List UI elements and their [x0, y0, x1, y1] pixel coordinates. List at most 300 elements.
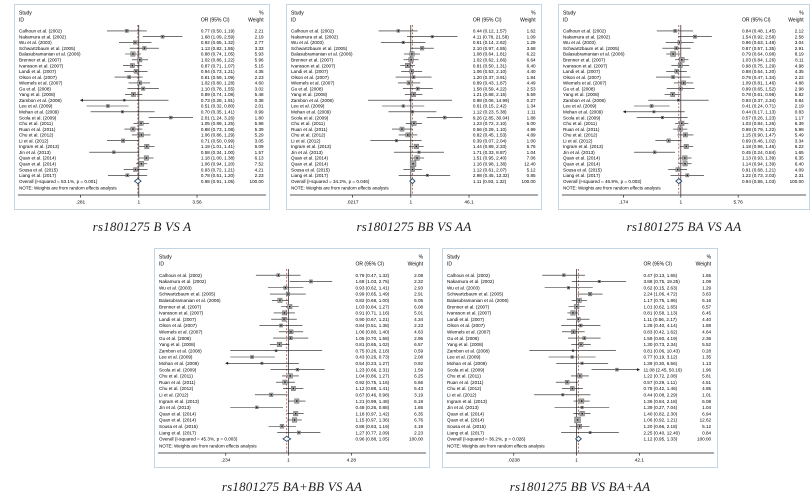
svg-text:0.27: 0.27 — [526, 97, 536, 103]
svg-text:Liang et al. (2017): Liang et al. (2017) — [291, 173, 329, 179]
svg-text:Zambon et al. (2008): Zambon et al. (2008) — [563, 97, 606, 103]
svg-text:Li et al. (2012): Li et al. (2012) — [19, 138, 49, 144]
svg-text:2.01 (1.24, 3.26): 2.01 (1.24, 3.26) — [200, 115, 235, 121]
svg-text:2.23: 2.23 — [414, 323, 424, 329]
point-estimate-marker — [679, 128, 680, 129]
svg-text:Yang et al. (2008): Yang et al. (2008) — [447, 342, 484, 348]
point-estimate-marker — [584, 337, 585, 338]
point-estimate-marker — [396, 140, 397, 141]
point-estimate-marker — [401, 128, 402, 129]
svg-text:%: % — [706, 254, 712, 261]
point-estimate-marker — [278, 274, 279, 275]
svg-text:0.91 (0.68, 1.21): 0.91 (0.68, 1.21) — [741, 167, 776, 173]
svg-text:0.28: 0.28 — [702, 348, 712, 354]
point-estimate-marker — [683, 82, 684, 83]
note-text: NOTE: Weights are from random effects analysis — [19, 185, 117, 191]
point-estimate-marker — [566, 381, 567, 382]
svg-text:0.93 (0.72, 1.21): 0.93 (0.72, 1.21) — [200, 167, 235, 173]
svg-text:1.39 (0.30, 6.56): 1.39 (0.30, 6.56) — [643, 360, 678, 366]
point-estimate-marker — [287, 293, 288, 294]
svg-text:6.35: 6.35 — [794, 155, 804, 161]
svg-text:%: % — [799, 10, 804, 17]
svg-text:7.06: 7.06 — [526, 155, 536, 161]
svg-text:12.62: 12.62 — [699, 417, 712, 423]
svg-text:1.18 (1.00, 1.38): 1.18 (1.00, 1.38) — [200, 155, 235, 161]
svg-text:1.28 (0.40, 4.14): 1.28 (0.40, 4.14) — [643, 323, 678, 329]
svg-text:0.98 (0.79, 1.22): 0.98 (0.79, 1.22) — [741, 126, 776, 132]
svg-text:0.99: 0.99 — [254, 109, 264, 115]
svg-text:0.88 (0.73, 1.08): 0.88 (0.73, 1.08) — [200, 126, 235, 132]
svg-text:Study: Study — [291, 10, 304, 17]
svg-text:Brenner et al. (2007): Brenner et al. (2007) — [447, 304, 490, 310]
svg-text:Study: Study — [159, 254, 172, 261]
svg-text:2.24 (1.06, 4.72): 2.24 (1.06, 4.72) — [643, 291, 678, 297]
svg-text:1.20 (0.66, 2.18): 1.20 (0.66, 2.18) — [643, 423, 678, 429]
point-estimate-marker — [107, 105, 108, 106]
svg-text:1.03 (0.84, 1.26): 1.03 (0.84, 1.26) — [741, 57, 776, 63]
svg-text:1.03 (0.84, 1.26): 1.03 (0.84, 1.26) — [741, 121, 776, 127]
svg-text:Zambon et al. (2008): Zambon et al. (2008) — [291, 97, 334, 103]
svg-text:Liang et al. (2017): Liang et al. (2017) — [447, 430, 485, 436]
point-estimate-marker — [589, 432, 590, 433]
svg-text:0.81 (0.65, 1.02): 0.81 (0.65, 1.02) — [355, 342, 390, 348]
svg-text:0.43 (0.26, 0.73): 0.43 (0.26, 0.73) — [355, 354, 390, 360]
axis-tick-label: 1 — [575, 458, 578, 464]
point-estimate-marker — [126, 30, 127, 31]
point-estimate-marker — [421, 48, 422, 49]
svg-text:Mohan et al. (2009): Mohan et al. (2009) — [19, 109, 59, 115]
svg-text:4.49: 4.49 — [526, 80, 536, 86]
svg-text:0.78 (0.51, 1.20): 0.78 (0.51, 1.20) — [200, 173, 235, 179]
svg-text:Wu et al. (2003): Wu et al. (2003) — [447, 285, 480, 291]
svg-text:1.02 (0.62, 1.66): 1.02 (0.62, 1.66) — [472, 57, 507, 63]
svg-text:Gu et al. (2008): Gu et al. (2008) — [159, 335, 191, 341]
svg-text:1.68 (1.09, 2.59): 1.68 (1.09, 2.59) — [200, 34, 235, 40]
svg-text:Wiemels et al. (2007): Wiemels et al. (2007) — [159, 329, 203, 335]
svg-text:1.35: 1.35 — [702, 354, 712, 360]
svg-text:1.23 (0.66, 2.31): 1.23 (0.66, 2.31) — [355, 367, 390, 373]
svg-text:4.40: 4.40 — [702, 316, 712, 322]
point-estimate-marker — [411, 71, 412, 72]
svg-text:Mohan et al. (2009): Mohan et al. (2009) — [291, 109, 331, 115]
svg-text:Quan et al. (2014): Quan et al. (2014) — [291, 155, 329, 161]
svg-text:Balasubramanian et al. (2006): Balasubramanian et al. (2006) — [291, 51, 353, 57]
svg-text:0.82 (0.45, 1.53): 0.82 (0.45, 1.53) — [472, 132, 507, 138]
svg-text:Quan et al. (2014): Quan et al. (2014) — [563, 155, 601, 161]
svg-text:6.16: 6.16 — [702, 298, 712, 304]
svg-text:1.16 (0.98, 1.38): 1.16 (0.98, 1.38) — [472, 161, 507, 167]
svg-text:1.11: 1.11 — [526, 109, 536, 115]
svg-text:0.57 (0.29, 1.11): 0.57 (0.29, 1.11) — [643, 379, 677, 385]
svg-text:4.99: 4.99 — [526, 126, 536, 132]
point-estimate-marker — [398, 30, 399, 31]
point-estimate-marker — [132, 53, 133, 54]
svg-text:Chu et al. (2012): Chu et al. (2012) — [291, 132, 326, 138]
svg-text:Li et al. (2012): Li et al. (2012) — [159, 392, 189, 398]
forest-plot-svg — [14, 4, 270, 210]
svg-text:0.85: 0.85 — [526, 173, 536, 179]
svg-text:1.01 (0.62, 1.65): 1.01 (0.62, 1.65) — [643, 304, 678, 310]
svg-text:OR (95% CI): OR (95% CI) — [200, 17, 230, 24]
point-estimate-marker — [135, 71, 136, 72]
svg-text:Ingram et al. (2013): Ingram et al. (2013) — [19, 144, 60, 150]
svg-text:Zambon et al. (2008): Zambon et al. (2008) — [159, 348, 202, 354]
point-estimate-marker — [589, 293, 590, 294]
svg-text:Ivansson et al. (2007): Ivansson et al. (2007) — [563, 63, 608, 69]
svg-text:0.93 (0.37, 2.34): 0.93 (0.37, 2.34) — [741, 97, 776, 103]
svg-text:1.21 (0.99, 1.48): 1.21 (0.99, 1.48) — [355, 398, 390, 404]
svg-text:Chu et al. (2011): Chu et al. (2011) — [19, 121, 53, 127]
svg-text:Wu et al. (2003): Wu et al. (2003) — [159, 285, 192, 291]
svg-text:Chu et al. (2011): Chu et al. (2011) — [447, 373, 481, 379]
point-estimate-marker — [412, 111, 413, 112]
point-estimate-marker — [141, 163, 142, 164]
svg-text:0.79 (0.64, 0.98): 0.79 (0.64, 0.98) — [741, 51, 776, 57]
point-estimate-marker — [568, 287, 569, 288]
svg-text:Balasubramanian et al. (2006): Balasubramanian et al. (2006) — [159, 298, 221, 304]
point-estimate-marker — [122, 140, 123, 141]
svg-text:5.66: 5.66 — [414, 379, 424, 385]
svg-text:Liang et al. (2017): Liang et al. (2017) — [19, 173, 57, 179]
svg-text:1.40 (0.82, 2.30): 1.40 (0.82, 2.30) — [643, 411, 678, 417]
panel-caption-bb-vs-ba-aa: rs1801275 BB VS BA+AA — [509, 479, 651, 494]
point-estimate-marker — [681, 123, 682, 124]
svg-text:0.98 (0.06, 14.99): 0.98 (0.06, 14.99) — [472, 97, 510, 103]
point-estimate-marker — [599, 281, 600, 282]
point-estimate-marker — [410, 100, 411, 101]
svg-text:Zambon et al. (2008): Zambon et al. (2008) — [19, 97, 62, 103]
svg-text:0.84: 0.84 — [702, 430, 712, 436]
svg-text:2.23: 2.23 — [254, 173, 264, 179]
axis-tick-label: .0238 — [507, 458, 520, 464]
panel-caption-bb-vs-aa: rs1801275 BB VS AA — [356, 219, 472, 234]
svg-text:Schwartzbaum et al. (2005): Schwartzbaum et al. (2005) — [19, 45, 76, 51]
svg-text:Overall (I-squared = 53.1%, p: Overall (I-squared = 53.1%, p = 0.001) — [19, 178, 98, 184]
svg-text:1.80: 1.80 — [254, 115, 264, 121]
svg-text:Nakamura et al. (2002): Nakamura et al. (2002) — [159, 279, 206, 285]
svg-text:Sousa et al. (2015): Sousa et al. (2015) — [19, 167, 58, 173]
svg-text:Weight: Weight — [520, 17, 536, 24]
svg-text:Wu et al. (2003): Wu et al. (2003) — [291, 40, 324, 46]
svg-text:Gu et al. (2008): Gu et al. (2008) — [291, 86, 323, 92]
point-estimate-marker — [289, 306, 290, 307]
svg-text:Ruan et al. (2011): Ruan et al. (2011) — [291, 126, 328, 132]
svg-text:1.06 (0.92, 1.21): 1.06 (0.92, 1.21) — [643, 417, 678, 423]
svg-text:0.81 (0.59, 1.09): 0.81 (0.59, 1.09) — [200, 74, 235, 80]
panel-caption-ba-bb-vs-aa: rs1801275 BA+BB VS AA — [221, 479, 363, 494]
svg-text:Zambon et al. (2008): Zambon et al. (2008) — [447, 348, 490, 354]
svg-text:0.94 (0.86, 1.03): 0.94 (0.86, 1.03) — [741, 178, 776, 184]
point-estimate-marker — [294, 419, 295, 420]
point-estimate-marker — [681, 59, 682, 60]
svg-text:ID: ID — [563, 17, 568, 24]
axis-tick-label: 4.28 — [346, 458, 357, 464]
svg-text:2.19: 2.19 — [254, 34, 264, 40]
forest-row — [563, 161, 804, 166]
svg-text:6.18: 6.18 — [414, 398, 424, 404]
point-estimate-marker — [284, 381, 285, 382]
svg-text:Nakamura et al. (2002): Nakamura et al. (2002) — [19, 34, 66, 40]
svg-text:Olson et al. (2007): Olson et al. (2007) — [291, 74, 329, 80]
point-estimate-marker — [132, 65, 133, 66]
svg-text:Ivansson et al. (2007): Ivansson et al. (2007) — [159, 310, 204, 316]
svg-text:0.41 (0.24, 0.71): 0.41 (0.24, 0.71) — [741, 103, 776, 109]
svg-text:Ingram et al. (2013): Ingram et al. (2013) — [447, 398, 488, 404]
svg-text:Chu et al. (2011): Chu et al. (2011) — [291, 121, 325, 127]
svg-text:5.12: 5.12 — [702, 423, 712, 429]
point-estimate-marker — [295, 413, 296, 414]
point-estimate-marker — [432, 36, 433, 37]
svg-text:1.04 (0.86, 1.27): 1.04 (0.86, 1.27) — [355, 373, 390, 379]
svg-text:3.05: 3.05 — [254, 138, 264, 144]
point-estimate-marker — [261, 363, 262, 364]
svg-text:Calhoun et al. (2002): Calhoun et al. (2002) — [563, 28, 606, 34]
svg-text:1.65: 1.65 — [702, 272, 712, 278]
forest-row — [291, 161, 536, 167]
forest-plot-svg — [442, 248, 718, 468]
forest-row — [19, 161, 264, 166]
forest-row — [291, 167, 536, 172]
svg-text:0.44 (0.08, 2.29): 0.44 (0.08, 2.29) — [643, 392, 678, 398]
svg-text:1.22 (0.73, 2.03): 1.22 (0.73, 2.03) — [741, 173, 776, 179]
svg-text:Balasubramanian et al. (2006): Balasubramanian et al. (2006) — [447, 298, 509, 304]
svg-text:OR (95% CI): OR (95% CI) — [741, 17, 771, 24]
point-estimate-marker — [418, 152, 419, 153]
svg-text:Chu et al. (2012): Chu et al. (2012) — [563, 132, 598, 138]
svg-text:Ivansson et al. (2007): Ivansson et al. (2007) — [19, 63, 64, 69]
svg-text:12.40: 12.40 — [524, 161, 536, 167]
svg-text:Landi et al. (2007): Landi et al. (2007) — [563, 69, 601, 75]
svg-text:6.35: 6.35 — [414, 411, 424, 417]
svg-text:1.12 (0.88, 1.41): 1.12 (0.88, 1.41) — [355, 386, 390, 392]
svg-text:0.69 (0.46, 1.02): 0.69 (0.46, 1.02) — [741, 138, 776, 144]
svg-text:6.57: 6.57 — [414, 342, 424, 348]
svg-text:ID: ID — [447, 261, 452, 268]
svg-text:0.67 (0.46, 0.98): 0.67 (0.46, 0.98) — [355, 392, 390, 398]
svg-text:2.01: 2.01 — [254, 103, 264, 109]
svg-text:2.08: 2.08 — [414, 272, 424, 278]
svg-text:0.44 (0.12, 1.57): 0.44 (0.12, 1.57) — [472, 28, 507, 34]
svg-text:1.88: 1.88 — [702, 323, 712, 329]
point-estimate-marker — [141, 134, 142, 135]
point-estimate-marker — [279, 300, 280, 301]
point-estimate-marker — [297, 369, 298, 370]
svg-text:5.98: 5.98 — [254, 121, 264, 127]
point-estimate-marker — [281, 426, 282, 427]
svg-text:0.87 (0.71, 1.07): 0.87 (0.71, 1.07) — [200, 63, 235, 69]
svg-text:0.93 (0.62, 1.41): 0.93 (0.62, 1.41) — [355, 285, 390, 291]
svg-text:1.11 (0.93, 1.32): 1.11 (0.93, 1.32) — [472, 178, 507, 184]
svg-text:Study: Study — [447, 254, 460, 261]
svg-text:1.06 (0.86, 1.29): 1.06 (0.86, 1.29) — [200, 132, 235, 138]
svg-text:0.78 (0.42, 1.46): 0.78 (0.42, 1.46) — [643, 386, 678, 392]
point-estimate-marker — [298, 432, 299, 433]
svg-text:0.99 (0.65, 1.49): 0.99 (0.65, 1.49) — [355, 291, 390, 297]
svg-text:0.77 (0.50, 1.19): 0.77 (0.50, 1.19) — [200, 28, 235, 34]
svg-text:Brenner et al. (2007): Brenner et al. (2007) — [563, 57, 606, 63]
point-estimate-marker — [410, 59, 411, 60]
svg-text:6.13: 6.13 — [254, 155, 264, 161]
point-estimate-marker — [579, 426, 580, 427]
forest-plot-bb-vs-ba-aa — [442, 248, 718, 468]
svg-text:5.43: 5.43 — [414, 386, 424, 392]
svg-text:Olson et al. (2007): Olson et al. (2007) — [447, 323, 485, 329]
point-estimate-marker — [577, 419, 578, 420]
svg-text:Nakamura et al. (2002): Nakamura et al. (2002) — [291, 34, 338, 40]
point-estimate-marker — [427, 175, 428, 176]
forest-row — [291, 52, 536, 57]
svg-text:Wiemels et al. (2007): Wiemels et al. (2007) — [563, 80, 607, 86]
svg-text:0.58 (0.34, 1.00): 0.58 (0.34, 1.00) — [200, 149, 235, 155]
svg-text:4.34: 4.34 — [414, 316, 424, 322]
svg-text:Nakamura et al. (2002): Nakamura et al. (2002) — [563, 34, 610, 40]
svg-text:5.39: 5.39 — [254, 126, 264, 132]
svg-text:4.89: 4.89 — [526, 132, 536, 138]
svg-text:Gu et al. (2008): Gu et al. (2008) — [563, 86, 595, 92]
svg-text:7.52: 7.52 — [254, 161, 264, 167]
point-estimate-marker — [680, 88, 681, 89]
svg-text:Chu et al. (2012): Chu et al. (2012) — [19, 132, 54, 138]
svg-text:Yang et al. (2008): Yang et al. (2008) — [159, 342, 196, 348]
point-estimate-marker — [572, 312, 573, 313]
svg-text:3.68: 3.68 — [526, 45, 536, 51]
svg-text:5.93: 5.93 — [254, 51, 264, 57]
svg-text:1.29: 1.29 — [702, 285, 712, 291]
svg-text:3.04: 3.04 — [794, 40, 804, 46]
point-estimate-marker — [403, 105, 404, 106]
forest-row — [291, 57, 536, 62]
svg-text:1.13: 1.13 — [702, 360, 712, 366]
point-estimate-marker — [679, 42, 680, 43]
svg-text:Balasubramanian et al. (2006): Balasubramanian et al. (2006) — [563, 51, 625, 57]
svg-text:Ingram et al. (2013): Ingram et al. (2013) — [159, 398, 200, 404]
svg-text:1.18 (0.96, 1.46): 1.18 (0.96, 1.46) — [741, 144, 776, 150]
svg-text:4.40: 4.40 — [526, 69, 536, 75]
svg-text:Quan et al. (2014): Quan et al. (2014) — [291, 161, 329, 167]
svg-text:Sousa et al. (2015): Sousa et al. (2015) — [563, 167, 602, 173]
svg-text:4.21: 4.21 — [254, 167, 264, 173]
svg-text:Weight: Weight — [248, 17, 264, 24]
svg-text:Brenner et al. (2007): Brenner et al. (2007) — [159, 304, 202, 310]
svg-text:0.92 (0.65, 1.32): 0.92 (0.65, 1.32) — [200, 40, 235, 46]
svg-text:1.27 (0.77, 2.09): 1.27 (0.77, 2.09) — [355, 430, 390, 436]
svg-text:Scola et al. (2009): Scola et al. (2009) — [291, 115, 329, 121]
point-estimate-marker — [416, 146, 417, 147]
svg-text:1.11 (0.56, 2.17): 1.11 (0.56, 2.17) — [643, 316, 677, 322]
svg-text:4.09: 4.09 — [794, 167, 804, 173]
svg-text:0.57 (0.26, 1.23): 0.57 (0.26, 1.23) — [741, 115, 776, 121]
svg-text:Yang et al. (2008): Yang et al. (2008) — [563, 92, 600, 98]
svg-text:1.21 (0.68, 2.15): 1.21 (0.68, 2.15) — [472, 92, 507, 98]
svg-text:0.87 (0.57, 1.35): 0.87 (0.57, 1.35) — [741, 45, 776, 51]
point-estimate-marker — [284, 312, 285, 313]
svg-text:1.09 (0.81, 1.46): 1.09 (0.81, 1.46) — [741, 80, 776, 86]
axis-tick-label: 1 — [287, 458, 290, 464]
svg-text:0.99 (0.65, 1.52): 0.99 (0.65, 1.52) — [741, 86, 776, 92]
svg-text:1.13 (0.93, 1.39): 1.13 (0.93, 1.39) — [741, 155, 776, 161]
svg-text:1.65: 1.65 — [414, 405, 424, 411]
svg-text:2.53: 2.53 — [526, 86, 536, 92]
svg-text:Overall (I-squared = 45.3%, p: Overall (I-squared = 45.3%, p = 0.003) — [159, 436, 238, 442]
point-estimate-marker — [581, 407, 582, 408]
svg-text:0.86 (0.63, 1.19): 0.86 (0.63, 1.19) — [355, 423, 390, 429]
axis-tick-label: 46.1 — [464, 200, 474, 206]
point-estimate-marker — [310, 281, 311, 282]
svg-text:Jin et al. (2013): Jin et al. (2013) — [563, 149, 595, 155]
svg-text:Ivansson et al. (2007): Ivansson et al. (2007) — [291, 63, 336, 69]
svg-text:Yang et al. (2008): Yang et al. (2008) — [19, 92, 56, 98]
point-estimate-marker — [694, 36, 695, 37]
svg-text:Wiemels et al. (2007): Wiemels et al. (2007) — [291, 80, 335, 86]
svg-text:1.96: 1.96 — [702, 367, 712, 373]
point-estimate-marker — [135, 169, 136, 170]
svg-text:2.19: 2.19 — [794, 103, 804, 109]
svg-text:0.90 (0.67, 1.21): 0.90 (0.67, 1.21) — [355, 316, 390, 322]
svg-text:Study: Study — [563, 10, 576, 17]
svg-text:1.57: 1.57 — [254, 149, 264, 155]
axis-tick-label: 1 — [409, 200, 413, 206]
point-estimate-marker — [581, 413, 582, 414]
svg-text:6.76: 6.76 — [526, 144, 536, 150]
svg-text:1.17 (0.75, 1.86): 1.17 (0.75, 1.86) — [643, 298, 678, 304]
point-estimate-marker — [563, 274, 564, 275]
svg-text:0.79 (0.47, 1.34): 0.79 (0.47, 1.34) — [741, 74, 776, 80]
point-estimate-marker — [616, 369, 617, 370]
svg-text:Lee et al. (2009): Lee et al. (2009) — [159, 354, 193, 360]
svg-text:1.51 (0.95, 2.40): 1.51 (0.95, 2.40) — [472, 155, 507, 161]
svg-text:0.83 (0.42, 1.62): 0.83 (0.42, 1.62) — [643, 329, 678, 335]
svg-text:4.60: 4.60 — [254, 80, 264, 86]
svg-text:Chu et al. (2012): Chu et al. (2012) — [447, 386, 482, 392]
svg-text:6.22: 6.22 — [526, 51, 536, 57]
svg-text:1.09: 1.09 — [526, 34, 536, 40]
svg-text:1.12 (0.23, 5.38): 1.12 (0.23, 5.38) — [472, 109, 507, 115]
svg-text:Ruan et al. (2011): Ruan et al. (2011) — [447, 379, 484, 385]
svg-text:0.84 (0.51, 1.38): 0.84 (0.51, 1.38) — [355, 323, 390, 329]
svg-text:5.01: 5.01 — [414, 310, 424, 316]
svg-text:4.11 (0.78, 21.58): 4.11 (0.78, 21.58) — [472, 34, 509, 40]
svg-text:1.05 (0.70, 1.58): 1.05 (0.70, 1.58) — [355, 335, 390, 341]
point-estimate-marker — [413, 123, 414, 124]
svg-text:2.23: 2.23 — [414, 430, 424, 436]
point-estimate-marker — [684, 163, 685, 164]
svg-text:Sousa et al. (2015): Sousa et al. (2015) — [291, 167, 330, 173]
point-estimate-marker — [280, 325, 281, 326]
svg-text:2.77: 2.77 — [254, 40, 264, 46]
point-estimate-marker — [653, 111, 654, 112]
svg-text:Quan et al. (2014): Quan et al. (2014) — [159, 417, 197, 423]
svg-text:0.92: 0.92 — [414, 360, 424, 366]
svg-text:%: % — [418, 254, 424, 261]
point-estimate-marker — [580, 325, 581, 326]
svg-text:0.82 (0.68, 1.00): 0.82 (0.68, 1.00) — [355, 298, 390, 304]
forest-row — [159, 330, 424, 335]
svg-text:0.88 (0.64, 1.20): 0.88 (0.64, 1.20) — [741, 69, 776, 75]
svg-text:Jin et al. (2013): Jin et al. (2013) — [291, 149, 323, 155]
svg-text:8.19: 8.19 — [794, 51, 804, 57]
point-estimate-marker — [412, 163, 413, 164]
svg-text:1.88: 1.88 — [526, 115, 536, 121]
forest-row — [447, 298, 712, 303]
forest-plot-svg — [558, 4, 810, 210]
svg-text:Quan et al. (2014): Quan et al. (2014) — [563, 161, 601, 167]
point-estimate-marker — [686, 146, 687, 147]
svg-text:1.22 (0.72, 2.08): 1.22 (0.72, 2.08) — [643, 373, 678, 379]
svg-text:Brenner et al. (2007): Brenner et al. (2007) — [19, 57, 62, 63]
svg-text:5.15: 5.15 — [254, 63, 264, 69]
svg-text:Schwartzbaum et al. (2005): Schwartzbaum et al. (2005) — [447, 291, 504, 297]
svg-text:1.59: 1.59 — [414, 367, 424, 373]
